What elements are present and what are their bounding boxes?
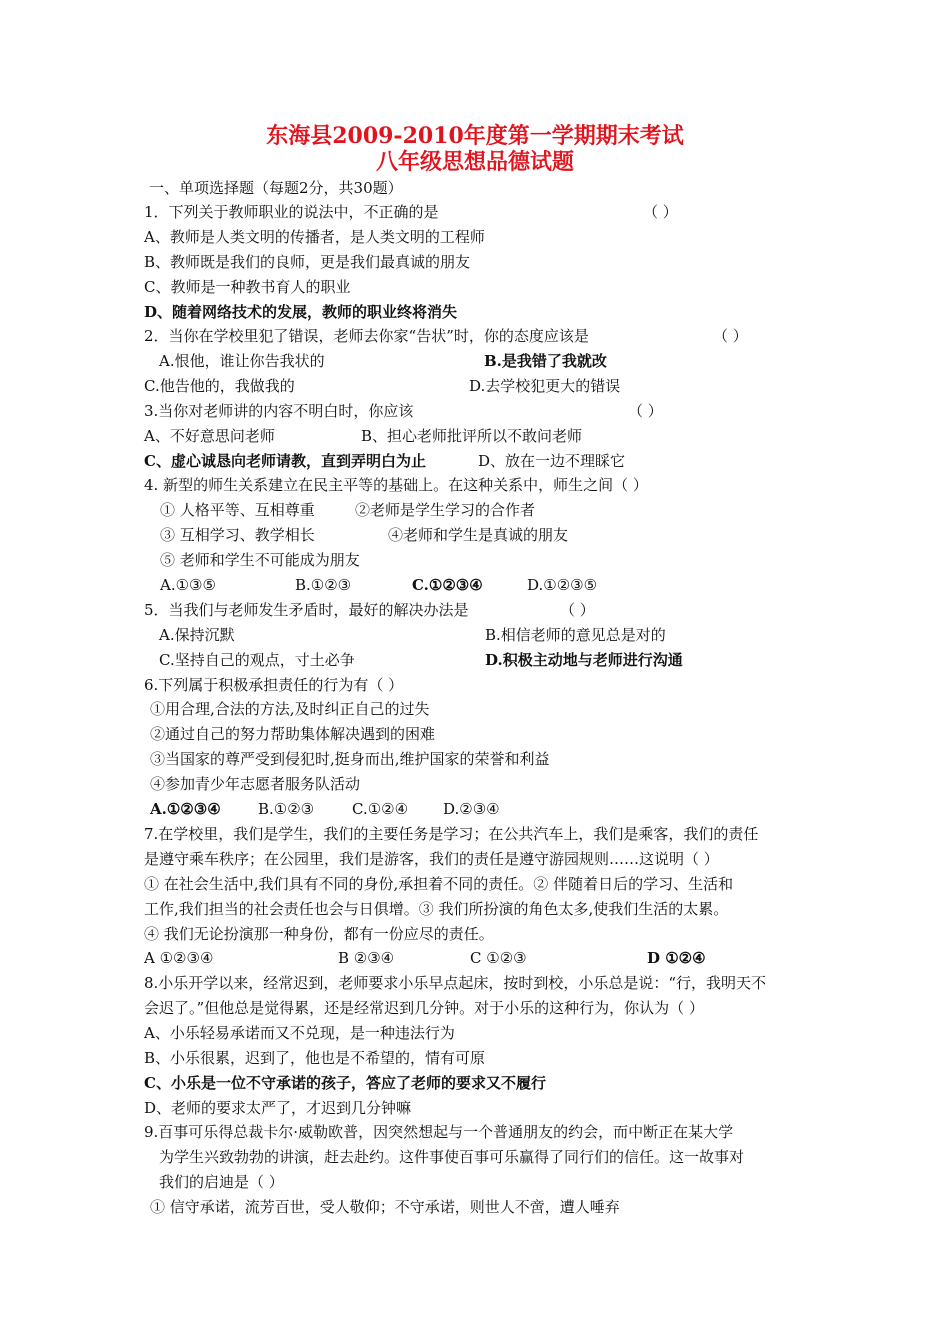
exam-subtitle: 八年级思想品德试题 — [375, 149, 574, 175]
q7-option-d: D ①②④ — [647, 949, 706, 967]
q3-option-a: A、不好意思问老师 — [144, 427, 275, 445]
q9-line-2: 为学生兴致勃勃的讲演，赶去赴约。这件事使百事可乐赢得了同行们的信任。这一故事对 — [159, 1148, 745, 1166]
q7-option-a: A ①②③④ — [144, 949, 214, 967]
q3-option-d: D、放在一边不理睬它 — [478, 452, 626, 470]
exam-title: 东海县2009-2010年度第一学期期末考试 — [266, 123, 684, 149]
q3-stem: 3.当你对老师讲的内容不明白时，你应该 — [144, 402, 414, 420]
q2-option-b: B.是我错了我就改 — [484, 352, 607, 370]
q7-line-5: ④ 我们无论扮演那一种身份，都有一份应尽的责任。 — [144, 925, 494, 943]
q6-item-1: ①用合理,合法的方法,及时纠正自己的过失 — [150, 700, 430, 718]
q6-item-4: ④参加青少年志愿者服务队活动 — [150, 775, 361, 793]
q7-option-c: C ①②③ — [470, 949, 527, 967]
q4-item-1: ① 人格平等、互相尊重 — [160, 501, 315, 519]
q1-option-b: B、教师既是我们的良师，更是我们最真诚的朋友 — [144, 253, 471, 271]
q4-item-4: ④老师和学生是真诚的朋友 — [388, 526, 569, 544]
q2-option-d: D.去学校犯更大的错误 — [469, 377, 621, 395]
q4-option-d: D.①②③⑤ — [527, 576, 598, 594]
q7-line-2: 是遵守乘车秩序；在公园里，我们是游客，我们的责任是遵守游园规则……这说明（ ） — [144, 850, 719, 868]
q5-answer-paren: （ ） — [560, 601, 595, 619]
q6-option-d: D.②③④ — [443, 800, 500, 818]
q5-option-b: B.相信老师的意见总是对的 — [485, 626, 666, 644]
q5-stem: 5．当我们与老师发生矛盾时，最好的解决办法是 — [144, 601, 469, 619]
q4-item-2: ②老师是学生学习的合作者 — [355, 501, 536, 519]
q9-line-3: 我们的启迪是（ ） — [159, 1173, 284, 1191]
q7-option-b: B ②③④ — [338, 949, 395, 967]
q7-line-1: 7.在学校里，我们是学生，我们的主要任务是学习；在公共汽车上，我们是乘客，我们的责任 — [144, 825, 759, 843]
q6-option-a: A.①②③④ — [150, 800, 221, 818]
q9-item-1: ① 信守承诺，流芳百世，受人敬仰；不守承诺，则世人不啻，遭人唾弃 — [150, 1198, 620, 1216]
q1-stem: 1．下列关于教师职业的说法中，不正确的是 — [144, 203, 439, 221]
q3-answer-paren: （ ） — [628, 402, 663, 420]
q1-option-a: A、教师是人类文明的传播者，是人类文明的工程师 — [144, 228, 485, 246]
q9-line-1: 9.百事可乐得总裁卡尔·威勒欧普，因突然想起与一个普通朋友的约会，而中断正在某大学 — [144, 1123, 734, 1141]
q2-answer-paren: （ ） — [713, 327, 748, 345]
q6-stem: 6.下列属于积极承担责任的行为有（ ） — [144, 676, 404, 694]
q5-option-a: A.保持沉默 — [159, 626, 235, 644]
q6-item-2: ②通过自己的努力帮助集体解决遇到的困难 — [150, 725, 436, 743]
q4-option-b: B.①②③ — [295, 576, 352, 594]
q1-answer-paren: （ ） — [643, 203, 678, 221]
q7-line-3: ① 在社会生活中,我们具有不同的身份,承担着不同的责任。② 伴随着日后的学习、生活和 — [144, 875, 734, 893]
q5-option-c: C.坚持自己的观点，寸土必争 — [159, 651, 355, 669]
q2-option-a: A.恨他，谁让你告我状的 — [159, 352, 325, 370]
q4-option-a: A.①③⑤ — [160, 576, 216, 594]
q7-line-4: 工作,我们担当的社会责任也会与日俱增。③ 我们所扮演的角色太多,使我们生活的太累。 — [144, 900, 729, 918]
q8-option-b: B、小乐很累，迟到了，他也是不希望的，情有可原 — [144, 1049, 486, 1067]
q6-option-b: B.①②③ — [258, 800, 315, 818]
q5-option-d: D.积极主动地与老师进行沟通 — [485, 651, 683, 669]
q8-option-c: C、小乐是一位不守承诺的孩子，答应了老师的要求又不履行 — [144, 1074, 546, 1092]
q8-line-2: 会迟了。”但他总是觉得累，还是经常迟到几分钟。对于小乐的这种行为，你认为（ ） — [144, 999, 704, 1017]
q8-line-1: 8.小乐开学以来，经常迟到，老师要求小乐早点起床，按时到校，小乐总是说：“行，我明天不 — [144, 974, 766, 992]
q4-stem: 4. 新型的师生关系建立在民主平等的基础上。在这种关系中，师生之间（ ） — [144, 476, 648, 494]
q3-option-c: C、虚心诚恳向老师请教，直到弄明白为止 — [144, 452, 426, 470]
q4-item-3: ③ 互相学习、教学相长 — [160, 526, 315, 544]
section-heading: 一、单项选择题（每题2分，共30题） — [149, 179, 403, 197]
q1-option-c: C、教师是一种教书育人的职业 — [144, 278, 351, 296]
q2-option-c: C.他告他的，我做我的 — [144, 377, 295, 395]
q6-option-c: C.①②④ — [352, 800, 409, 818]
q1-option-d: D、随着网络技术的发展，教师的职业终将消失 — [144, 303, 458, 321]
q8-option-d: D、老师的要求太严了，才迟到几分钟嘛 — [144, 1099, 412, 1117]
q3-option-b: B、担心老师批评所以不敢问老师 — [361, 427, 583, 445]
q6-item-3: ③当国家的尊严受到侵犯时,挺身而出,维护国家的荣誉和利益 — [150, 750, 550, 768]
q8-option-a: A、小乐轻易承诺而又不兑现，是一种违法行为 — [144, 1024, 455, 1042]
q4-option-c: C.①②③④ — [412, 576, 483, 594]
q4-item-5: ⑤ 老师和学生不可能成为朋友 — [160, 551, 360, 569]
q2-stem: 2．当你在学校里犯了错误，老师去你家“告状”时，你的态度应该是 — [144, 327, 589, 345]
